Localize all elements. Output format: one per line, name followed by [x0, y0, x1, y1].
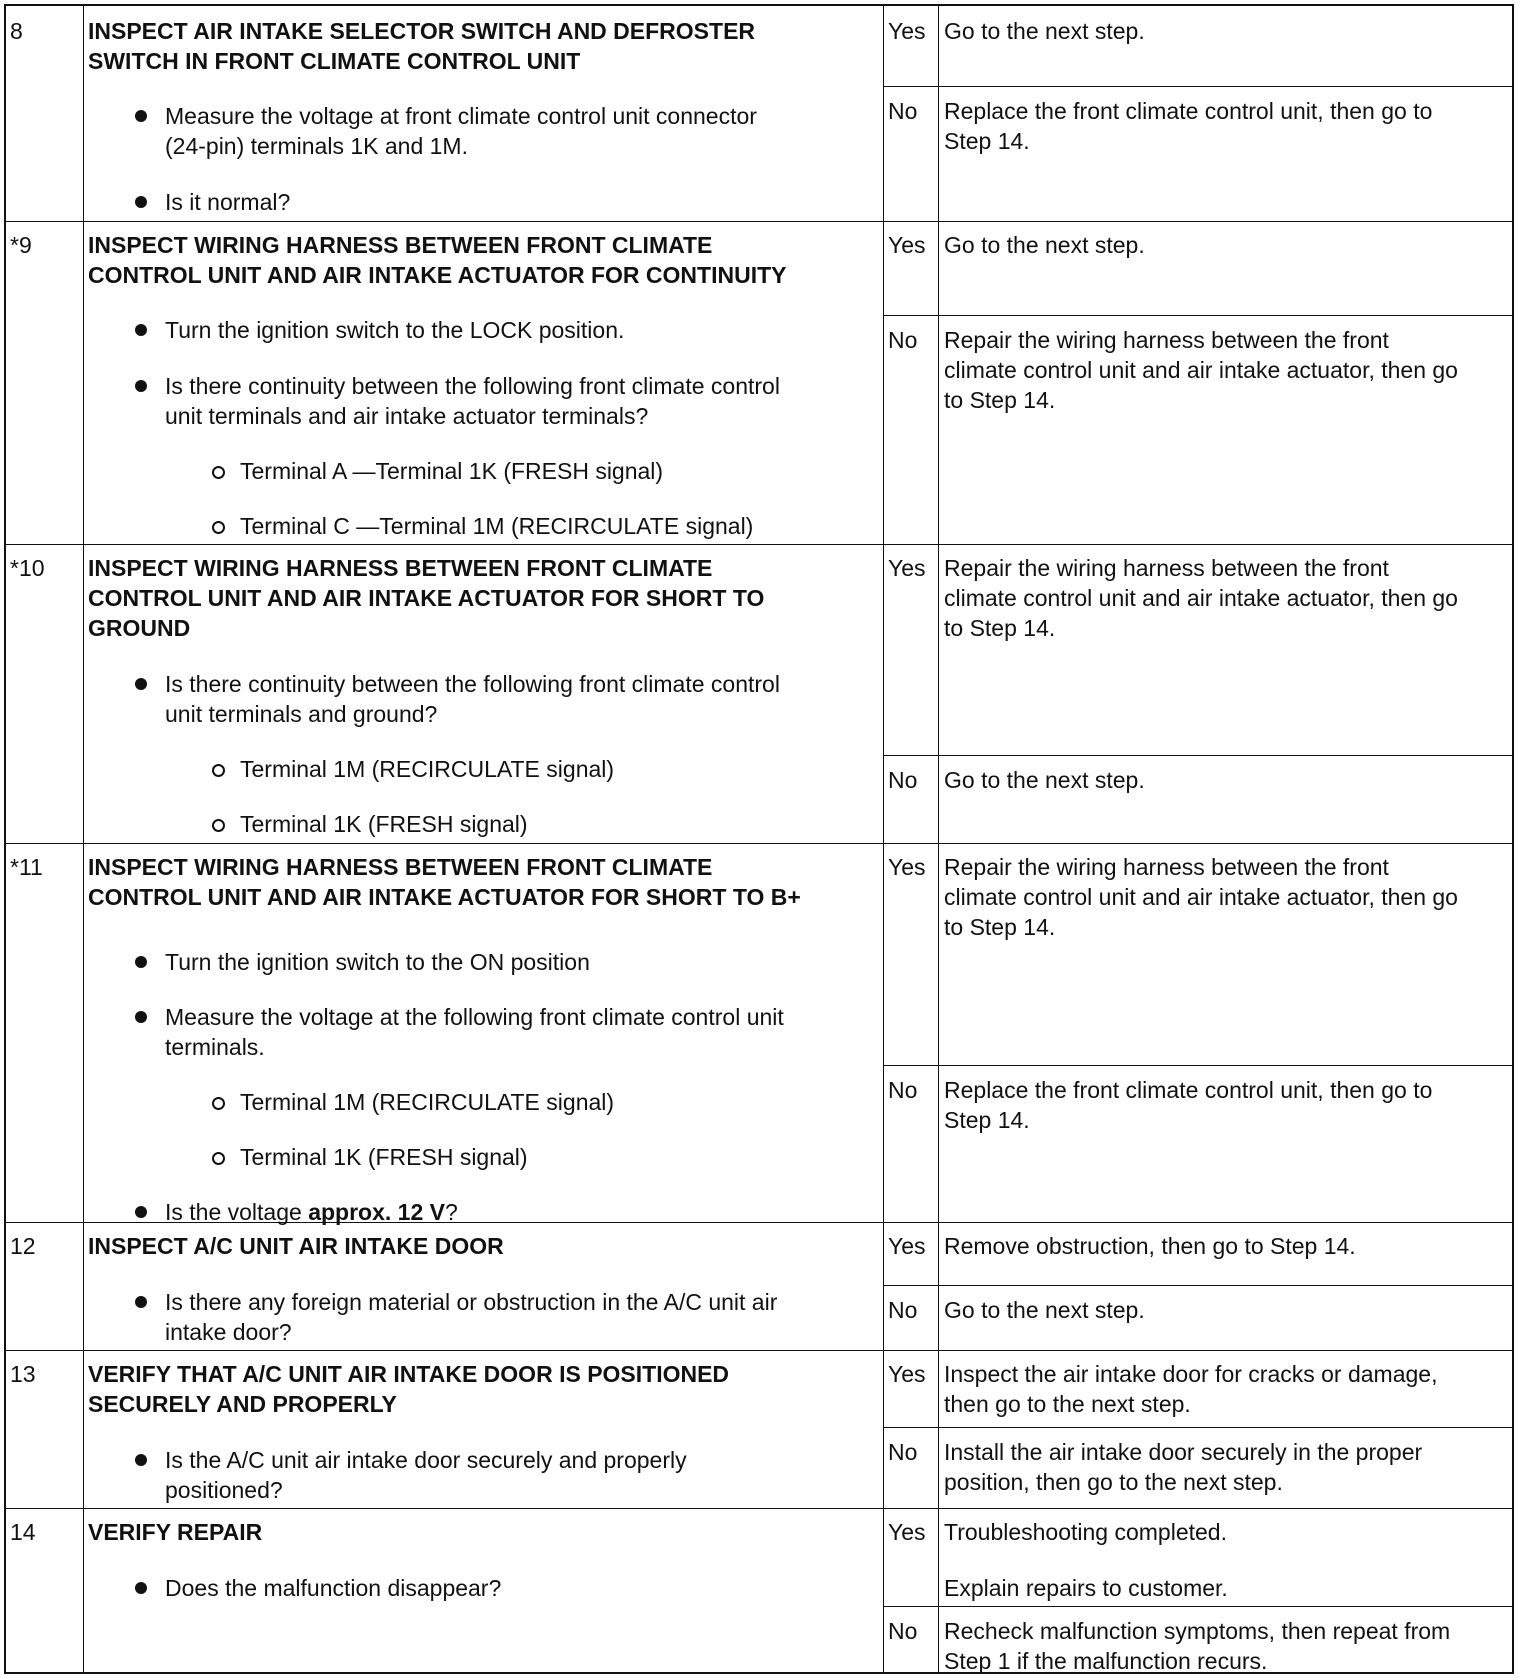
- no-action: Step 14.: [944, 128, 1030, 154]
- yes-label: Yes: [888, 18, 926, 44]
- troubleshooting-table: [4, 4, 1514, 1674]
- sub-bullet-icon: [212, 521, 225, 534]
- question-text: positioned?: [165, 1477, 283, 1503]
- row-divider: [6, 544, 1512, 545]
- yes-label: Yes: [888, 854, 926, 880]
- question-text: Is there any foreign material or obstruction in the A/C unit air: [165, 1289, 778, 1315]
- terminal-item: Terminal 1K (FRESH signal): [240, 811, 528, 837]
- bullet-icon: [135, 1011, 147, 1023]
- step-title: INSPECT WIRING HARNESS BETWEEN FRONT CLIMATE: [88, 854, 713, 880]
- column-divider: [938, 6, 939, 1672]
- step-number: 13: [10, 1361, 36, 1387]
- no-action: Step 14.: [944, 1107, 1030, 1133]
- instruction-text: Measure the voltage at front climate control unit connector: [165, 103, 757, 129]
- question-text: [165, 1197, 458, 1227]
- bullet-icon: [135, 196, 147, 208]
- bullet-icon: [135, 324, 147, 336]
- yes-action: to Step 14.: [944, 914, 1056, 940]
- sub-bullet-icon: [212, 1152, 225, 1165]
- sub-bullet-icon: [212, 819, 225, 832]
- step-number: *9: [10, 232, 32, 258]
- step-title: INSPECT WIRING HARNESS BETWEEN FRONT CLIMATE: [88, 232, 713, 258]
- no-label: No: [888, 1077, 918, 1103]
- no-action: Go to the next step.: [944, 767, 1145, 793]
- bullet-icon: [135, 678, 147, 690]
- question-text: Does the malfunction disappear?: [165, 1575, 502, 1601]
- sub-bullet-icon: [212, 466, 225, 479]
- question-text-pre: Is the voltage: [165, 1199, 309, 1225]
- yes-action: Repair the wiring harness between the front: [944, 555, 1389, 581]
- terminal-item: Terminal A —Terminal 1K (FRESH signal): [240, 458, 664, 484]
- sub-bullet-icon: [212, 1097, 225, 1110]
- yes-action: Explain repairs to customer.: [944, 1575, 1228, 1601]
- instruction-text: Measure the voltage at the following front climate control unit: [165, 1004, 784, 1030]
- step-title: VERIFY REPAIR: [88, 1519, 263, 1545]
- terminal-item: Terminal 1M (RECIRCULATE signal): [240, 1089, 615, 1115]
- yes-action: climate control unit and air intake actuator, then go: [944, 884, 1458, 910]
- yes-label: Yes: [888, 555, 926, 581]
- terminal-item: Terminal 1M (RECIRCULATE signal): [240, 756, 615, 782]
- row-divider: [6, 221, 1512, 222]
- question-text: Is there continuity between the following front climate control: [165, 671, 780, 697]
- no-action: Install the air intake door securely in the proper: [944, 1439, 1423, 1465]
- column-divider: [83, 6, 84, 1672]
- question-text: intake door?: [165, 1319, 292, 1345]
- yes-action: to Step 14.: [944, 615, 1056, 641]
- no-action: climate control unit and air intake actuator, then go: [944, 357, 1458, 383]
- yes-no-divider: [883, 1427, 1512, 1428]
- row-divider: [6, 1350, 1512, 1351]
- yes-label: Yes: [888, 232, 926, 258]
- bullet-icon: [135, 1582, 147, 1594]
- yes-label: Yes: [888, 1519, 926, 1545]
- bullet-icon: [135, 1206, 147, 1218]
- no-label: No: [888, 98, 918, 124]
- step-title: SWITCH IN FRONT CLIMATE CONTROL UNIT: [88, 48, 581, 74]
- question-text: Is it normal?: [165, 189, 291, 215]
- yes-action: Repair the wiring harness between the front: [944, 854, 1389, 880]
- step-title: GROUND: [88, 615, 191, 641]
- yes-no-divider: [883, 1606, 1512, 1607]
- row-divider: [6, 843, 1512, 844]
- no-action: position, then go to the next step.: [944, 1469, 1283, 1495]
- question-text: Is there continuity between the following front climate control: [165, 373, 780, 399]
- step-title: VERIFY THAT A/C UNIT AIR INTAKE DOOR IS POSITIONED: [88, 1361, 730, 1387]
- yes-no-divider: [883, 315, 1512, 316]
- voltage-spec: approx. 12 V: [308, 1199, 445, 1225]
- bullet-icon: [135, 1296, 147, 1308]
- no-label: No: [888, 327, 918, 353]
- bullet-icon: [135, 380, 147, 392]
- yes-no-divider: [883, 86, 1512, 87]
- yes-no-divider: [883, 755, 1512, 756]
- yes-action: Go to the next step.: [944, 232, 1145, 258]
- yes-action: Inspect the air intake door for cracks or damage,: [944, 1361, 1438, 1387]
- row-divider: [6, 1508, 1512, 1509]
- step-number: 8: [10, 18, 23, 44]
- instruction-text: Turn the ignition switch to the ON position: [165, 949, 590, 975]
- instruction-text: (24-pin) terminals 1K and 1M.: [165, 133, 468, 159]
- terminal-item: Terminal 1K (FRESH signal): [240, 1144, 528, 1170]
- no-action: to Step 14.: [944, 387, 1056, 413]
- no-action: Repair the wiring harness between the front: [944, 327, 1389, 353]
- no-label: No: [888, 1618, 918, 1644]
- no-action: Go to the next step.: [944, 1297, 1145, 1323]
- no-action: Recheck malfunction symptoms, then repeat from: [944, 1618, 1451, 1644]
- step-number: 12: [10, 1233, 36, 1259]
- question-text-post: ?: [444, 1199, 458, 1225]
- no-label: No: [888, 767, 918, 793]
- no-label: No: [888, 1439, 918, 1465]
- question-text: unit terminals and air intake actuator terminals?: [165, 403, 649, 429]
- terminal-item: Terminal C —Terminal 1M (RECIRCULATE signal): [240, 513, 754, 539]
- yes-label: Yes: [888, 1233, 926, 1259]
- step-title: CONTROL UNIT AND AIR INTAKE ACTUATOR FOR CONTINUITY: [88, 262, 787, 288]
- sub-bullet-icon: [212, 764, 225, 777]
- step-title: INSPECT AIR INTAKE SELECTOR SWITCH AND DEFROSTER: [88, 18, 756, 44]
- step-title: INSPECT A/C UNIT AIR INTAKE DOOR: [88, 1233, 504, 1259]
- no-action: Replace the front climate control unit, then go to: [944, 1077, 1433, 1103]
- step-number: *11: [10, 854, 43, 880]
- question-text: Is the A/C unit air intake door securely and properly: [165, 1447, 687, 1473]
- bullet-icon: [135, 110, 147, 122]
- step-title: INSPECT WIRING HARNESS BETWEEN FRONT CLIMATE: [88, 555, 713, 581]
- step-title: CONTROL UNIT AND AIR INTAKE ACTUATOR FOR SHORT TO B+: [88, 884, 801, 910]
- yes-no-divider: [883, 1065, 1512, 1066]
- step-title: SECURELY AND PROPERLY: [88, 1391, 397, 1417]
- column-divider: [883, 6, 884, 1672]
- no-action: Replace the front climate control unit, then go to: [944, 98, 1433, 124]
- bullet-icon: [135, 1454, 147, 1466]
- yes-action: Go to the next step.: [944, 18, 1145, 44]
- step-title: CONTROL UNIT AND AIR INTAKE ACTUATOR FOR SHORT TO: [88, 585, 765, 611]
- yes-action: Remove obstruction, then go to Step 14.: [944, 1233, 1356, 1259]
- yes-no-divider: [883, 1285, 1512, 1286]
- bullet-icon: [135, 956, 147, 968]
- step-number: *10: [10, 555, 45, 581]
- no-label: No: [888, 1297, 918, 1323]
- yes-action: Troubleshooting completed.: [944, 1519, 1227, 1545]
- yes-label: Yes: [888, 1361, 926, 1387]
- instruction-text: terminals.: [165, 1034, 265, 1060]
- step-number: 14: [10, 1519, 36, 1545]
- instruction-text: Turn the ignition switch to the LOCK position.: [165, 317, 625, 343]
- no-action: Step 1 if the malfunction recurs.: [944, 1648, 1268, 1674]
- yes-action: then go to the next step.: [944, 1391, 1191, 1417]
- yes-action: climate control unit and air intake actuator, then go: [944, 585, 1458, 611]
- question-text: unit terminals and ground?: [165, 701, 438, 727]
